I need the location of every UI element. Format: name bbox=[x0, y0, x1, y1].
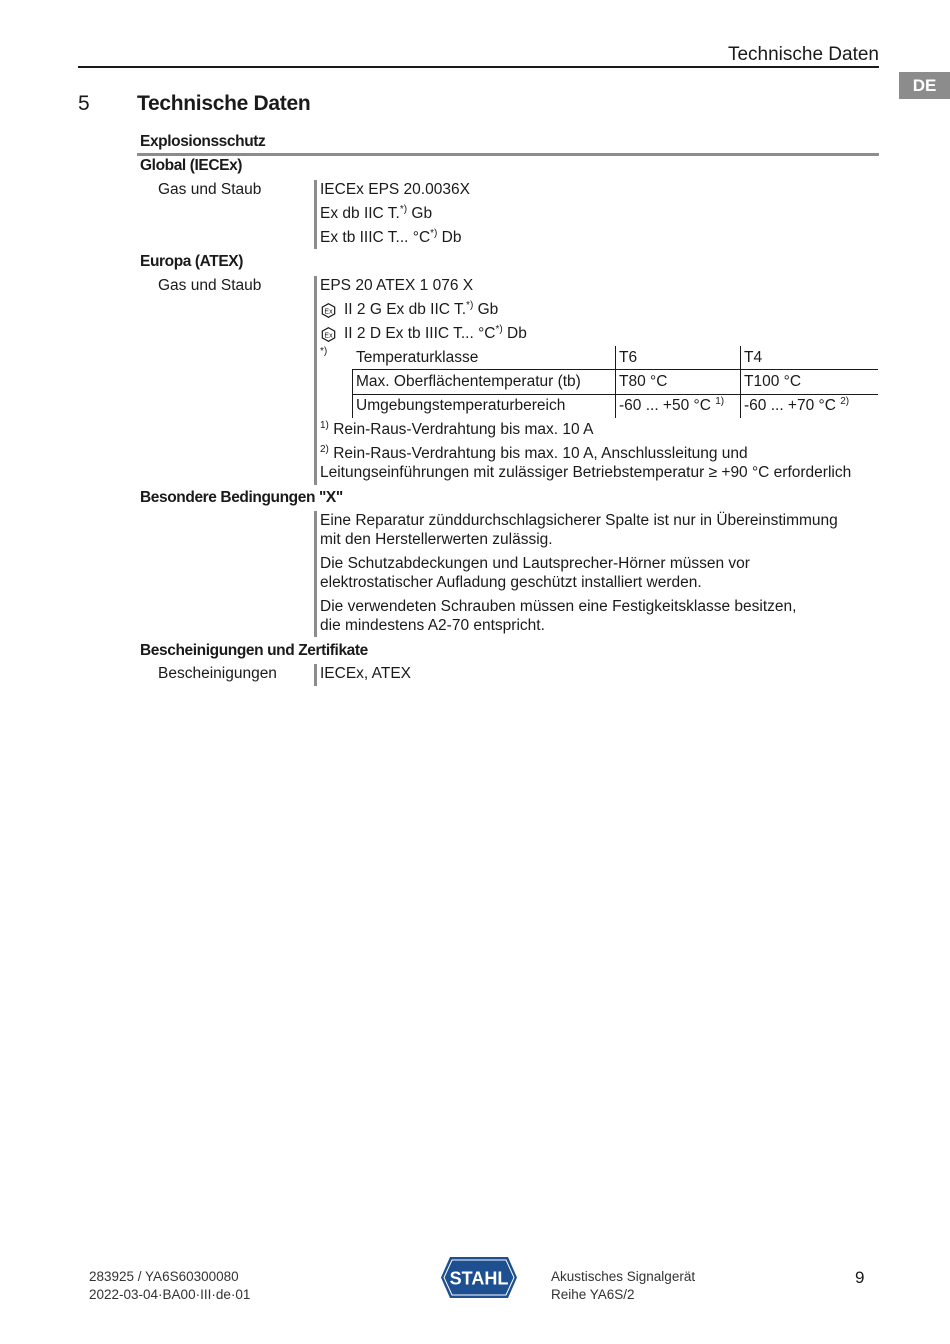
footer-doc-date: 2022-03-04·BA00·III·de·01 bbox=[89, 1287, 251, 1302]
condition-3-line-2: die mindestens A2-70 entspricht. bbox=[320, 617, 545, 634]
section-title-global: Global (IECEx) bbox=[140, 157, 243, 174]
value-bar bbox=[314, 180, 317, 249]
section-title-europa: Europa (ATEX) bbox=[140, 253, 244, 270]
section-title-certificates: Bescheinigungen und Zertifikate bbox=[140, 642, 368, 659]
atex-dust-marking: II 2 D Ex tb IIIC T... °C*) Db bbox=[344, 324, 527, 342]
section-rule bbox=[137, 153, 879, 156]
iecex-certificate: IECEx EPS 20.0036X bbox=[320, 181, 470, 198]
temp-table-cell: -60 ... +50 °C $^{1)}$ bbox=[619, 396, 725, 414]
temp-table-label: Umgebungstemperaturbereich bbox=[356, 397, 566, 414]
table-rule bbox=[615, 346, 616, 418]
value-bar bbox=[314, 276, 317, 485]
condition-2-line-1: Die Schutzabdeckungen und Lautsprecher-Hörner müssen vor bbox=[320, 555, 750, 572]
stahl-logo bbox=[440, 1256, 518, 1299]
ex-hexagon-icon bbox=[321, 303, 336, 318]
footer-product-line-2: Reihe YA6S/2 bbox=[551, 1287, 635, 1302]
temp-table-cell: -60 ... +70 °C $^{2)}$ bbox=[744, 396, 850, 414]
atex-label: Gas und Staub bbox=[158, 277, 262, 294]
section-title-conditions: Besondere Bedingungen "X" bbox=[140, 489, 343, 506]
footer-product-line-1: Akustisches Signalgerät bbox=[551, 1269, 696, 1284]
value-bar bbox=[314, 511, 317, 637]
header-rule bbox=[78, 66, 879, 68]
temp-table-cell: T6 bbox=[619, 349, 638, 366]
temp-table-cell: T80 °C bbox=[619, 373, 668, 390]
table-footnote-marker: *) bbox=[320, 346, 328, 357]
iecex-gas-marking: Ex db IIC T.*) Gb bbox=[320, 204, 433, 222]
temp-table-label: Max. Oberflächentemperatur (tb) bbox=[356, 373, 581, 390]
ex-hexagon-icon bbox=[321, 327, 336, 342]
condition-1-line-1: Eine Reparatur zünddurchschlagsicherer Spalte ist nur in Übereinstimmung bbox=[320, 512, 838, 529]
temp-table-cell: T100 °C bbox=[744, 373, 802, 390]
chapter-title: Technische Daten bbox=[137, 92, 311, 115]
global-label: Gas und Staub bbox=[158, 181, 262, 198]
page-number: 9 bbox=[855, 1268, 865, 1287]
certificates-label: Bescheinigungen bbox=[158, 665, 277, 682]
atex-certificate: EPS 20 ATEX 1 076 X bbox=[320, 277, 474, 294]
footnote-2: $^{2)}$ Rein-Raus-Verdrahtung bis max. 10 A, Anschlussleitung und bbox=[320, 444, 748, 462]
temp-table-label: Temperaturklasse bbox=[356, 349, 479, 366]
iecex-dust-marking: Ex tb IIIC T... °C*) Db bbox=[320, 228, 462, 246]
condition-3-line-1: Die verwendeten Schrauben müssen eine Festigkeitsklasse besitzen, bbox=[320, 598, 797, 615]
running-header: Technische Daten bbox=[727, 44, 879, 65]
condition-2-line-2: elektrostatischer Aufladung geschützt installiert werden. bbox=[320, 574, 702, 591]
table-rule bbox=[740, 346, 741, 418]
condition-1-line-2: mit den Herstellerwerten zulässig. bbox=[320, 531, 553, 548]
svg-text:Ex: Ex bbox=[324, 332, 333, 340]
certificates-value: IECEx, ATEX bbox=[320, 665, 412, 682]
footer-doc-number: 283925 / YA6S60300080 bbox=[89, 1269, 239, 1284]
value-bar bbox=[314, 664, 317, 686]
section-title-explosionsschutz: Explosionsschutz bbox=[140, 133, 266, 150]
svg-text:STAHL: STAHL bbox=[449, 1268, 509, 1289]
table-rule bbox=[352, 370, 353, 418]
atex-gas-marking: II 2 G Ex db IIC T.*) Gb bbox=[344, 300, 499, 318]
svg-text:Ex: Ex bbox=[324, 308, 333, 316]
temp-table-cell: T4 bbox=[744, 349, 763, 366]
chapter-number: 5 bbox=[78, 92, 90, 115]
footnote-2-continued: Leitungseinführungen mit zulässiger Betriebstemperatur ≥ +90 °C erforderlich bbox=[320, 464, 852, 481]
language-badge: DE bbox=[899, 72, 950, 99]
footnote-1: $^{1)}$ Rein-Raus-Verdrahtung bis max. 10 A bbox=[320, 420, 594, 438]
